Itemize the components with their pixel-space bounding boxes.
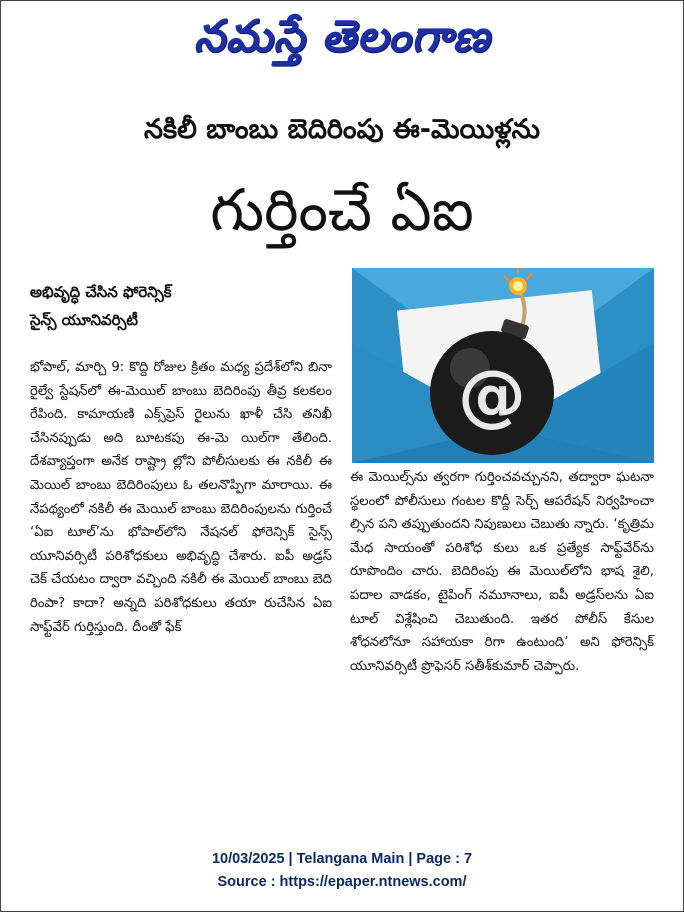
article-column-left	[30, 356, 332, 639]
article-body-left: భోపాల్, మార్చి 9: కొద్ది రోజుల క్రితం మధ్య ప్రదేశ్‌లోని బినా రైల్వే స్టేషన్‌లో ఈ-మెయిల్ బాంబు బెదిరింపు తీవ్ర కలకలం రేపింది. కామాయణి ఎక్స్‌ప్రెస్ రైలును ఖాళీ చేసి తనిఖీ చేసినప్పుడు అది బూటకపు ఈ-మె యిల్‌గా తేలింది. దేశవ్యాప్తంగా అనేక రాష్ట్రా ల్లోని పోలీసులకు ఈ నకిలీ ఈ మెయిల్ బాంబు బెదిరింపులు ఓ తలనొప్పిగా మారాయి. ఈ నేపథ్యంలో నకిలీ ఈ మెయిల్ బాంబు బెదిరింపులను గుర్తించే ‘ఏఐ టూల్’ను భోపాల్‌లోని నేషనల్ ఫోరెన్సిక్ సైన్స్ యూనివర్సిటీ పరిశోధకులు అభివృద్ధి చేశారు. ఐపీ అడ్రస్ చెక్ చేయటం ద్వారా వచ్చింది నకిలీ ఈ మెయిల్ బాంబు బెది రింపా? కాదా? అన్నది పరిశోధకులు తయా రుచేసిన ఏఐ సాఫ్ట్‌వేర్ గుర్తిస్తుంది. దీంతో ఫేక్	[30, 360, 332, 635]
subheadline-line-2: సైన్స్ యూనివర్సిటీ	[30, 311, 138, 329]
subheadline	[30, 278, 330, 334]
subheadline-line-1: అభివృద్ధి చేసిన ఫోరెన్సిక్	[30, 283, 172, 301]
footer-source-link: Source : https://epaper.ntnews.com/	[217, 874, 467, 890]
footer-edition-info: 10/03/2025 | Telangana Main | Page : 7	[211, 851, 473, 867]
page-footer	[0, 848, 684, 894]
headline-line-1: నకిలీ బాంబు బెదిరింపు ఈ-మెయిళ్లను	[144, 114, 540, 145]
headline-line-2: గుర్తించే ఏఐ	[210, 176, 474, 244]
newspaper-masthead	[0, 6, 684, 68]
article-body-right: ఈ మెయిల్స్‌ను త్వరగా గుర్తించవచ్చునని, తద్వారా ఘటనా స్థలంలో పోలీసులు గంటల కొద్దీ సెర్చ్ ఆపరేషన్ నిర్వహించా ల్సిన పని తప్పుతుందని నిపుణులు చెబుతు న్నారు. ‘కృత్రిమ మేధ సాయంతో పరిశోధ కులు ఒక ప్రత్యేక సాఫ్ట్‌వేర్‌ను రూపొందిం చారు. బెదిరింపు ఈ మెయిల్‌లోని భాష శైలి, పదాల వాడకం, టైపింగ్ నమూనాలు, ఐపీ అడ్రస్‌లను ఏఐ టూల్ విశ్లేషించి చెబుతుంది. ఇతర పోలీస్ కేసుల శోధనలోనూ సహాయకా రిగా ఉంటుంది’ అని ఫోరెన్సిక్ యూనివర్సిటీ ప్రొఫెసర్ సతీశ్‌కుమార్ చెప్పారు.	[350, 470, 654, 674]
bomb-email-illustration	[352, 268, 654, 463]
envelope-bomb-icon	[352, 268, 654, 463]
article-column-right	[350, 466, 654, 678]
masthead-title: నమస్తే తెలంగాణ	[193, 11, 491, 62]
at-symbol: @	[458, 356, 526, 435]
